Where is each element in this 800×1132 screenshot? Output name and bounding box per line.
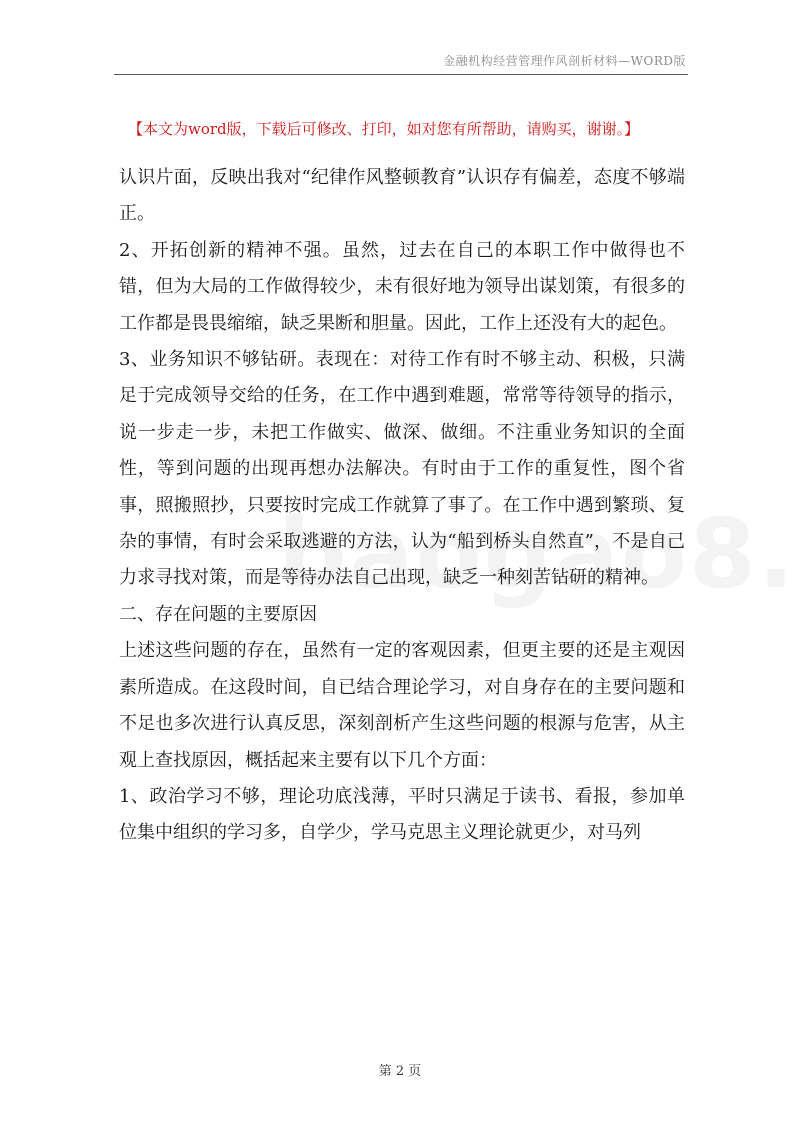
paragraph-point-2: 2、开拓创新的精神不强。虽然，过去在自己的本职工作中做得也不错，但为大局的工作做得较少，未有很好地为领导出谋划策，有很多的工作都是畏畏缩缩，缺乏果断和胆量。因此，工作上还没有大的起色。 — [119, 239, 685, 334]
header-rule — [114, 74, 688, 75]
document-body — [119, 160, 685, 852]
page-header-title: 金融机构经营管理作风剖析材料—WORD版 — [443, 54, 686, 68]
page-number: 第 2 页 — [378, 1064, 422, 1079]
paragraph-causes-intro: 上述这些问题的存在，虽然有一定的客观因素，但更主要的还是主观因素所造成。在这段时间，自已结合理论学习，对自身存在的主要问题和不足也多次进行认真反思，深刻剖析产生这些问题的根源与危害，从主观上查找原因，概括起来主要有以下几个方面： — [119, 640, 685, 771]
paragraph-point-3: 3、业务知识不够钻研。表现在：对待工作有时不够主动、积极，只满足于完成领导交给的任务，在工作中遇到难题，常常等待领导的指示，说一步走一步，未把工作做实、做深、做细。不注重业务知识的全面性，等到问题的出现再想办法解决。有时由于工作的重复性，图个省事，照搬照抄，只要按时完成工作就算了事了。在工作中遇到繁琐、复杂的事情，有时会采取逃避的方法，认为“船到桥头自然直”，不是自己力求寻找对策，而是等待办法自己出现，缺乏一种刻苦钻研的精神。 — [119, 349, 685, 589]
paragraph-continuation: 认识片面，反映出我对“纪律作风整顿教育”认识存有偏差，态度不够端正。 — [119, 167, 685, 225]
purchase-notice: 【本文为word版，下载后可修改、打印，如对您有所帮助，请购买，谢谢。】 — [128, 120, 640, 138]
paragraph-cause-1: 1、政治学习不够，理论功底浅薄，平时只满足于读书、看报，参加单位集中组织的学习多，自学少，学马克思主义理论就更少，对马列 — [119, 785, 685, 844]
section-heading-causes: 二、存在问题的主要原因 — [119, 603, 317, 625]
